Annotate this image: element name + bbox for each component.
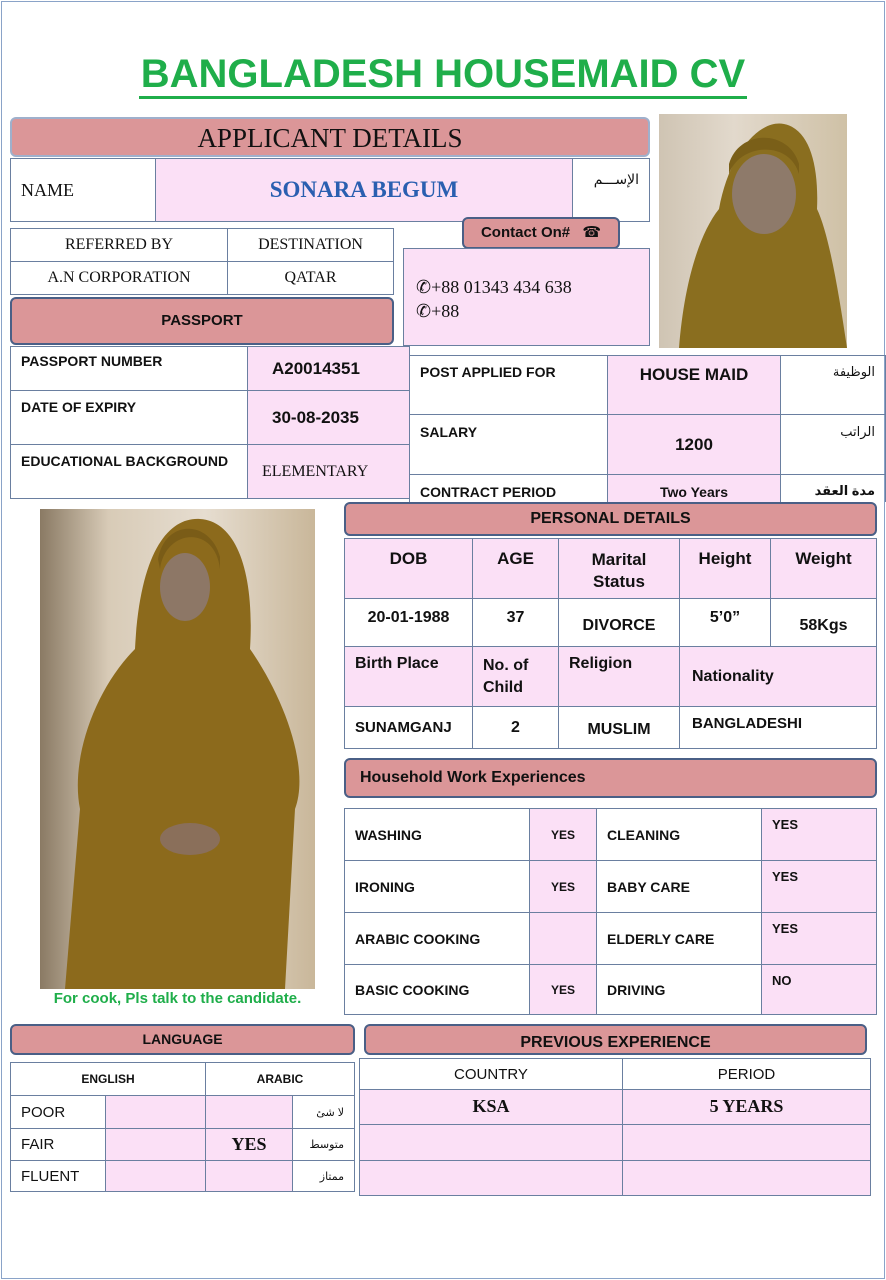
household-task-ironing: IRONING: [344, 860, 530, 913]
household-value-ironing: YES: [529, 860, 597, 913]
marital-status-header: Marital Status: [558, 538, 680, 599]
date-of-expiry-value: 30-08-2035: [247, 390, 410, 445]
language-col-arabic: ARABIC: [205, 1062, 355, 1096]
no-of-child-value: 2: [472, 706, 559, 749]
phone-number-1: ✆+88 01343 434 638: [416, 277, 572, 297]
height-value: 5’0”: [679, 598, 771, 647]
contract-period-value: Two Years: [607, 474, 781, 502]
household-task-driving: DRIVING: [596, 964, 762, 1015]
religion-value: MUSLIM: [558, 706, 680, 749]
previous-col-country: COUNTRY: [359, 1058, 623, 1090]
language-english-fluent: [105, 1160, 206, 1192]
previous-experience-header: PREVIOUS EXPERIENCE: [364, 1024, 867, 1055]
photo-note: For cook, Pls talk to the candidate.: [53, 990, 302, 1007]
salary-label-arabic: الراتب: [780, 414, 886, 475]
post-applied-value: HOUSE MAID: [607, 355, 781, 415]
language-arabic-fair: YES: [205, 1128, 293, 1161]
dob-header: DOB: [344, 538, 473, 599]
household-value-driving: NO: [761, 964, 877, 1015]
passport-number-label: PASSPORT NUMBER: [10, 346, 248, 391]
passport-number-value: A20014351: [247, 346, 410, 391]
passport-header: PASSPORT: [10, 297, 394, 345]
destination-value: QATAR: [227, 261, 394, 295]
language-english-poor: [105, 1095, 206, 1129]
referred-by-value: A.N CORPORATION: [10, 261, 228, 295]
language-english-fair: [105, 1128, 206, 1161]
name-label: NAME: [10, 158, 156, 222]
previous-period-1: 5 YEARS: [622, 1089, 871, 1125]
applicant-full-body-photo: [40, 509, 315, 989]
previous-country-2: [359, 1124, 623, 1161]
phone-icon: ✆: [416, 277, 432, 297]
applicant-details-header: APPLICANT DETAILS: [10, 117, 650, 157]
phone-icon: ✆: [416, 301, 432, 321]
post-applied-label-arabic: الوظيفة: [780, 355, 886, 415]
destination-label: DESTINATION: [227, 228, 394, 262]
contract-period-label-arabic: مدة العقد: [780, 474, 886, 502]
education-value: ELEMENTARY: [247, 444, 410, 499]
contact-label: Contact On#: [480, 224, 571, 241]
contact-box: [403, 248, 650, 346]
household-value-baby-care: YES: [761, 860, 877, 913]
no-of-child-header: No. of Child: [472, 646, 559, 707]
weight-value: 58Kgs: [770, 598, 877, 647]
age-header: AGE: [472, 538, 559, 599]
household-task-cleaning: CLEANING: [596, 808, 762, 861]
household-value-basic-cooking: YES: [529, 964, 597, 1015]
name-label-arabic: الإســـم: [572, 158, 650, 222]
household-task-elderly-care: ELDERLY CARE: [596, 912, 762, 965]
household-value-arabic-cooking: [529, 912, 597, 965]
salary-value: 1200: [607, 414, 781, 475]
applicant-portrait-photo: [659, 114, 847, 348]
language-arabic-poor: [205, 1095, 293, 1129]
birth-place-value: SUNAMGANJ: [344, 706, 473, 749]
language-level-fluent: FLUENT: [10, 1160, 106, 1192]
household-header: Household Work Experiences: [344, 758, 877, 798]
salary-label: SALARY: [409, 414, 608, 475]
date-of-expiry-label: DATE OF EXPIRY: [10, 390, 248, 445]
height-header: Height: [679, 538, 771, 599]
marital-status-value: DIVORCE: [558, 598, 680, 647]
previous-period-3: [622, 1160, 871, 1196]
contact-header: [462, 217, 620, 249]
previous-country-3: [359, 1160, 623, 1196]
language-level-poor: POOR: [10, 1095, 106, 1129]
language-ar-label-fair: متوسط: [292, 1128, 355, 1161]
weight-header: Weight: [770, 538, 877, 599]
household-value-elderly-care: YES: [761, 912, 877, 965]
name-value: SONARA BEGUM: [155, 158, 573, 222]
household-value-cleaning: YES: [761, 808, 877, 861]
language-header: LANGUAGE: [10, 1024, 355, 1055]
nationality-value: BANGLADESHI: [679, 706, 877, 749]
age-value: 37: [472, 598, 559, 647]
birth-place-header: Birth Place: [344, 646, 473, 707]
household-task-basic-cooking: BASIC COOKING: [344, 964, 530, 1015]
education-label: EDUCATIONAL BACKGROUND: [10, 444, 248, 499]
phone-number-2: ✆+88: [416, 301, 460, 321]
household-value-washing: YES: [529, 808, 597, 861]
personal-details-header: PERSONAL DETAILS: [344, 502, 877, 536]
page-title: BANGLADESH HOUSEMAID CV: [0, 52, 886, 97]
full-body-figure: [40, 509, 315, 989]
language-level-fair: FAIR: [10, 1128, 106, 1161]
language-ar-label-poor: لا شئ: [292, 1095, 355, 1129]
post-applied-label: POST APPLIED FOR: [409, 355, 608, 415]
previous-col-period: PERIOD: [622, 1058, 871, 1090]
previous-period-2: [622, 1124, 871, 1161]
religion-header: Religion: [558, 646, 680, 707]
household-task-arabic-cooking: ARABIC COOKING: [344, 912, 530, 965]
referred-by-label: REFERRED BY: [10, 228, 228, 262]
contract-period-label: CONTRACT PERIOD: [409, 474, 608, 502]
household-task-washing: WASHING: [344, 808, 530, 861]
nationality-header: Nationality: [679, 646, 877, 707]
language-col-english: ENGLISH: [10, 1062, 206, 1096]
language-ar-label-fluent: ممتاز: [292, 1160, 355, 1192]
phone-icon: ☎: [582, 224, 602, 241]
portrait-figure: [659, 114, 847, 348]
dob-value: 20-01-1988: [344, 598, 473, 647]
previous-country-1: KSA: [359, 1089, 623, 1125]
language-arabic-fluent: [205, 1160, 293, 1192]
household-task-baby-care: BABY CARE: [596, 860, 762, 913]
